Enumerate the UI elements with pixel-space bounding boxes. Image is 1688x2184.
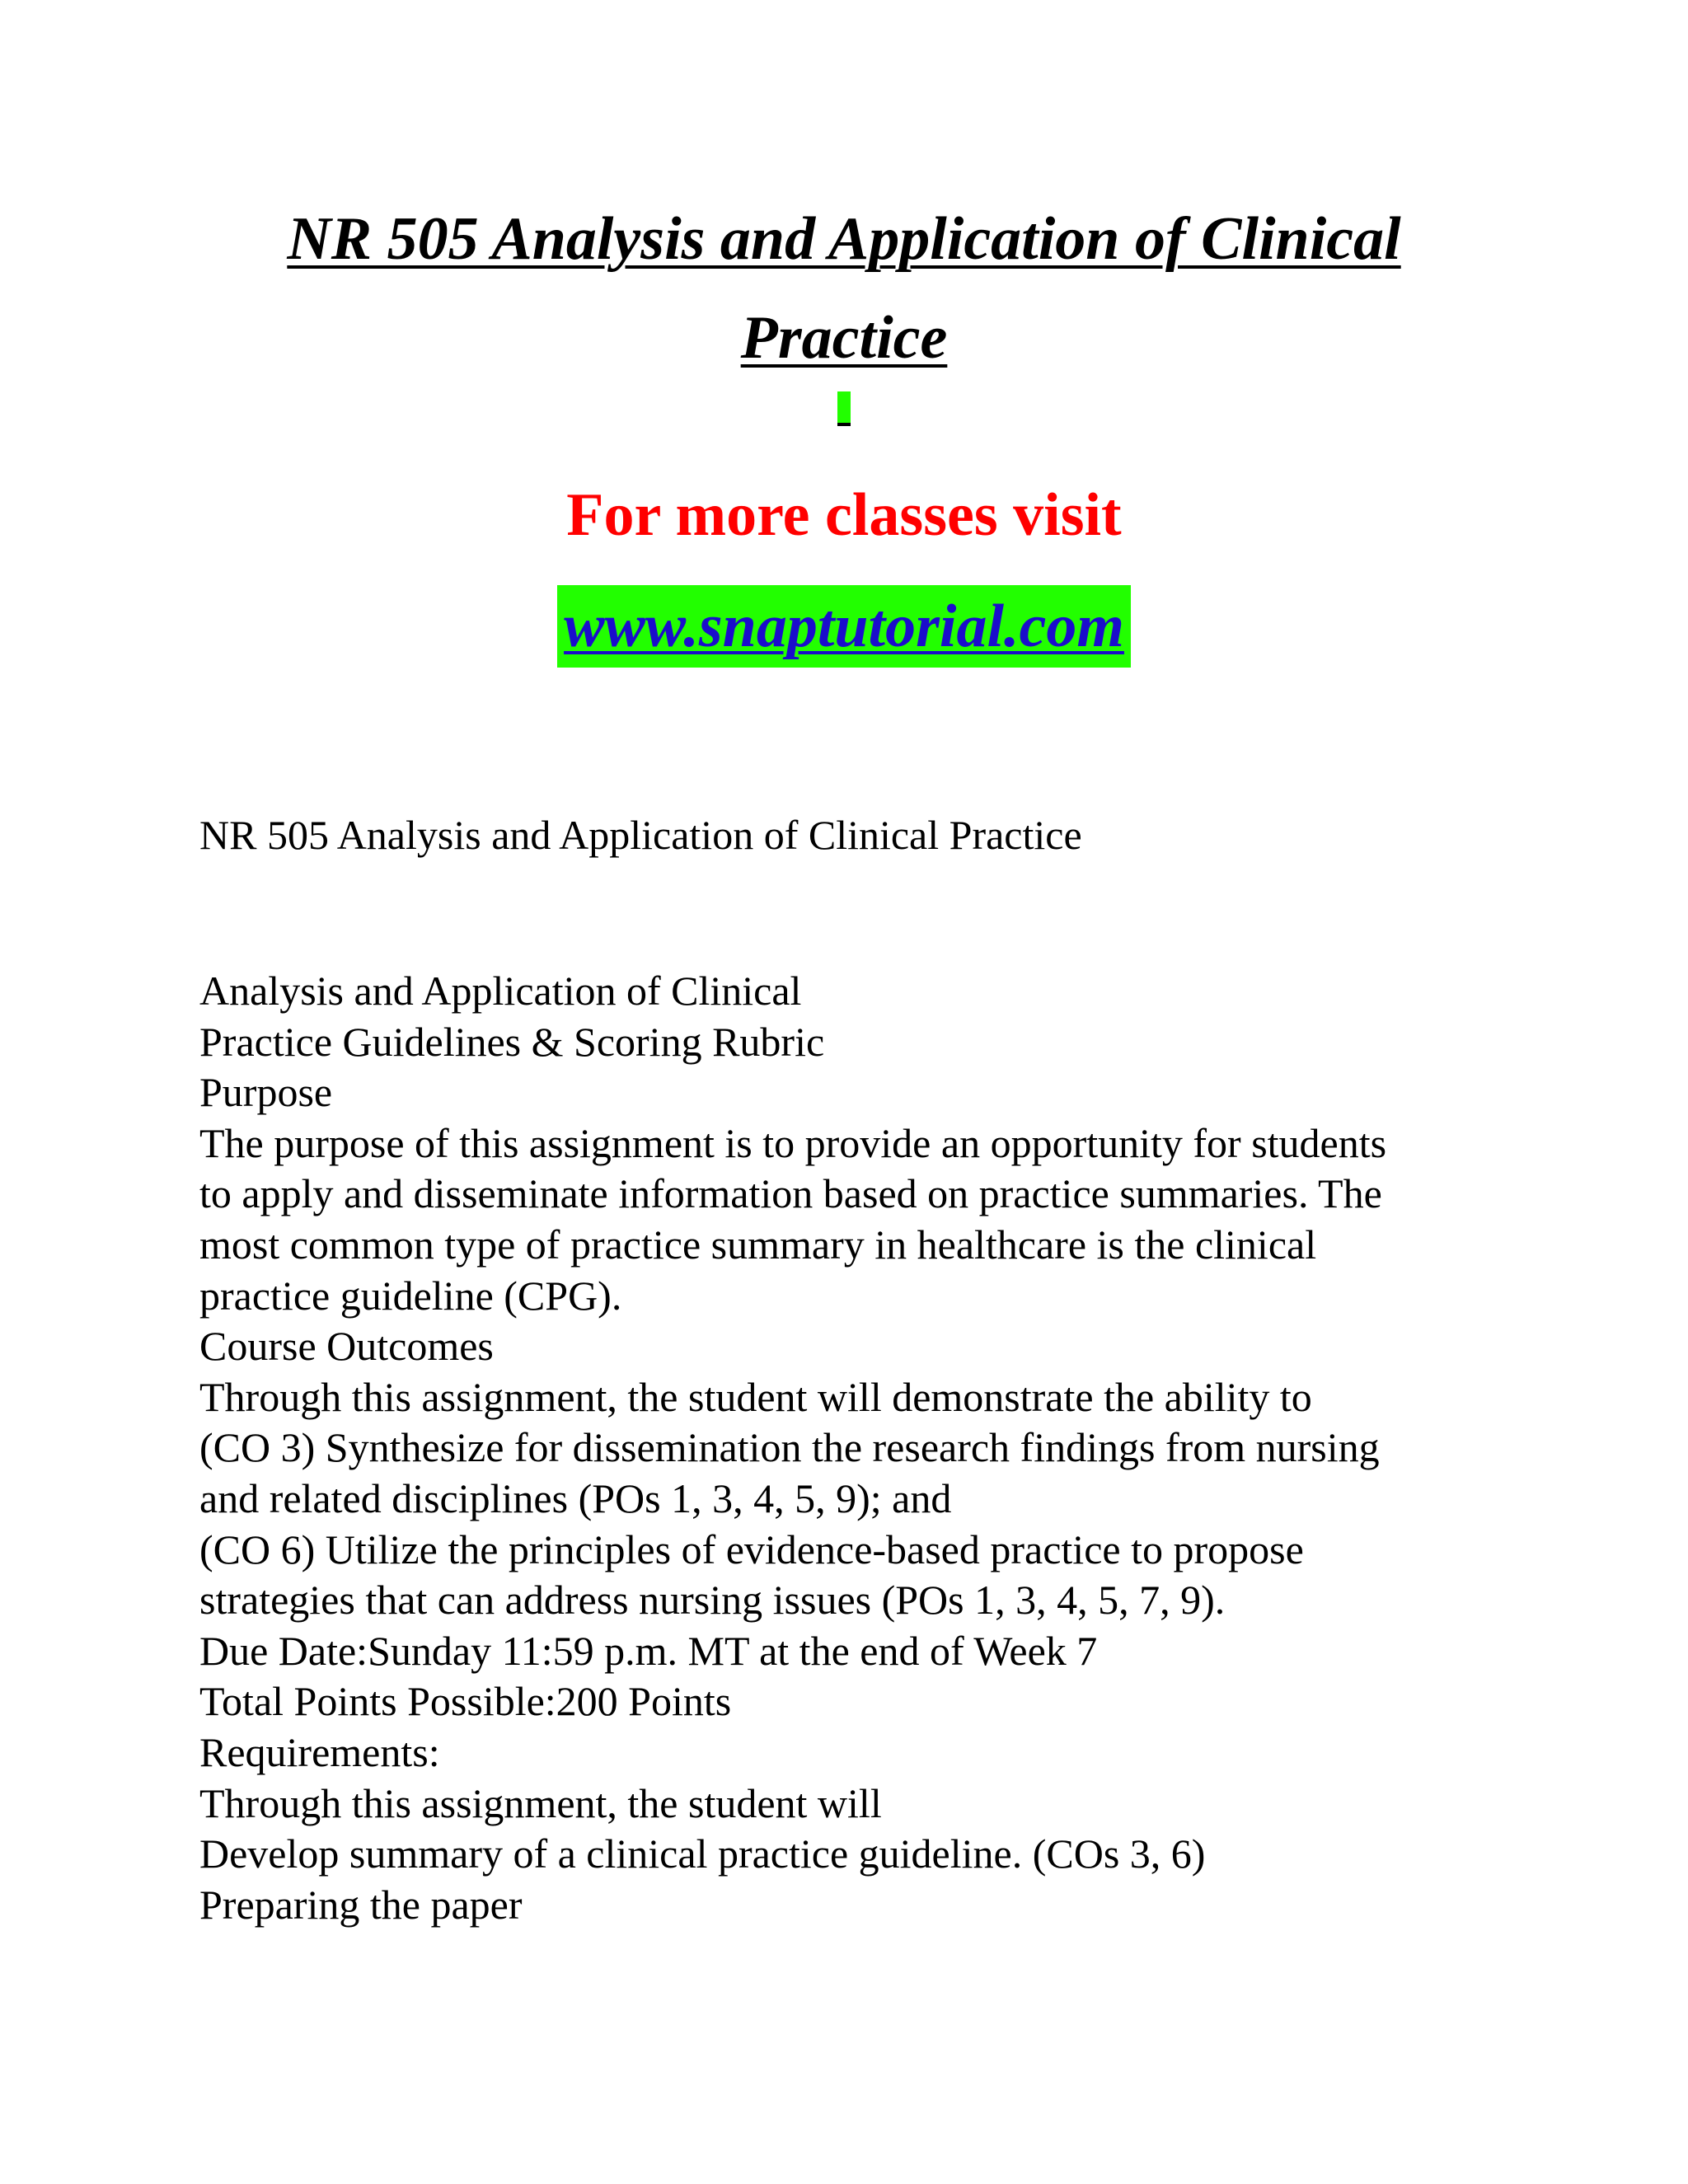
body-line: and related disciplines (POs 1, 3, 4, 5, 9); and (199, 1474, 952, 1521)
body-line: Through this assignment, the student will demonstrate the ability to (199, 1373, 1312, 1420)
body-line: Analysis and Application of Clinical (199, 968, 802, 1014)
body-line: (CO 3) Synthesize for dissemination the research findings from nursing (199, 1424, 1380, 1471)
body-line: strategies that can address nursing issues (POs 1, 3, 4, 5, 7, 9). (199, 1577, 1226, 1624)
body-line: Through this assignment, the student will (199, 1779, 882, 1826)
document-subtitle: NR 505 Analysis and Application of Clinical Practice (199, 812, 1082, 858)
body-line: Due Date:Sunday 11:59 p.m. MT at the end of Week 7 (199, 1627, 1098, 1674)
document-title: NR 505 Analysis and Application of Clinical Practice (287, 205, 1401, 372)
body-line: Preparing the paper (199, 1881, 523, 1928)
body-line: Requirements: (199, 1728, 440, 1775)
body-line: The purpose of this assignment is to provide an opportunity for students (199, 1119, 1387, 1166)
body-line: Develop summary of a clinical practice guideline. (COs 3, 6) (199, 1830, 1206, 1877)
body-line: Course Outcomes (199, 1323, 494, 1370)
body-line: Practice Guidelines & Scoring Rubric (199, 1018, 825, 1065)
promo-text: For more classes visit (566, 481, 1122, 549)
promo-link[interactable]: www.snaptutorial.com (557, 585, 1131, 668)
highlight-mark (837, 391, 851, 426)
document-body (199, 966, 1518, 1930)
body-line: practice guideline (CPG). (199, 1272, 622, 1319)
body-line: most common type of practice summary in healthcare is the clinical (199, 1221, 1317, 1268)
body-line: Purpose (199, 1069, 333, 1116)
body-line: Total Points Possible:200 Points (199, 1678, 732, 1725)
body-line: to apply and disseminate information based on practice summaries. The (199, 1170, 1382, 1217)
promo-link-wrapper (0, 585, 1688, 668)
body-line: (CO 6) Utilize the principles of evidence-based practice to propose (199, 1526, 1304, 1572)
